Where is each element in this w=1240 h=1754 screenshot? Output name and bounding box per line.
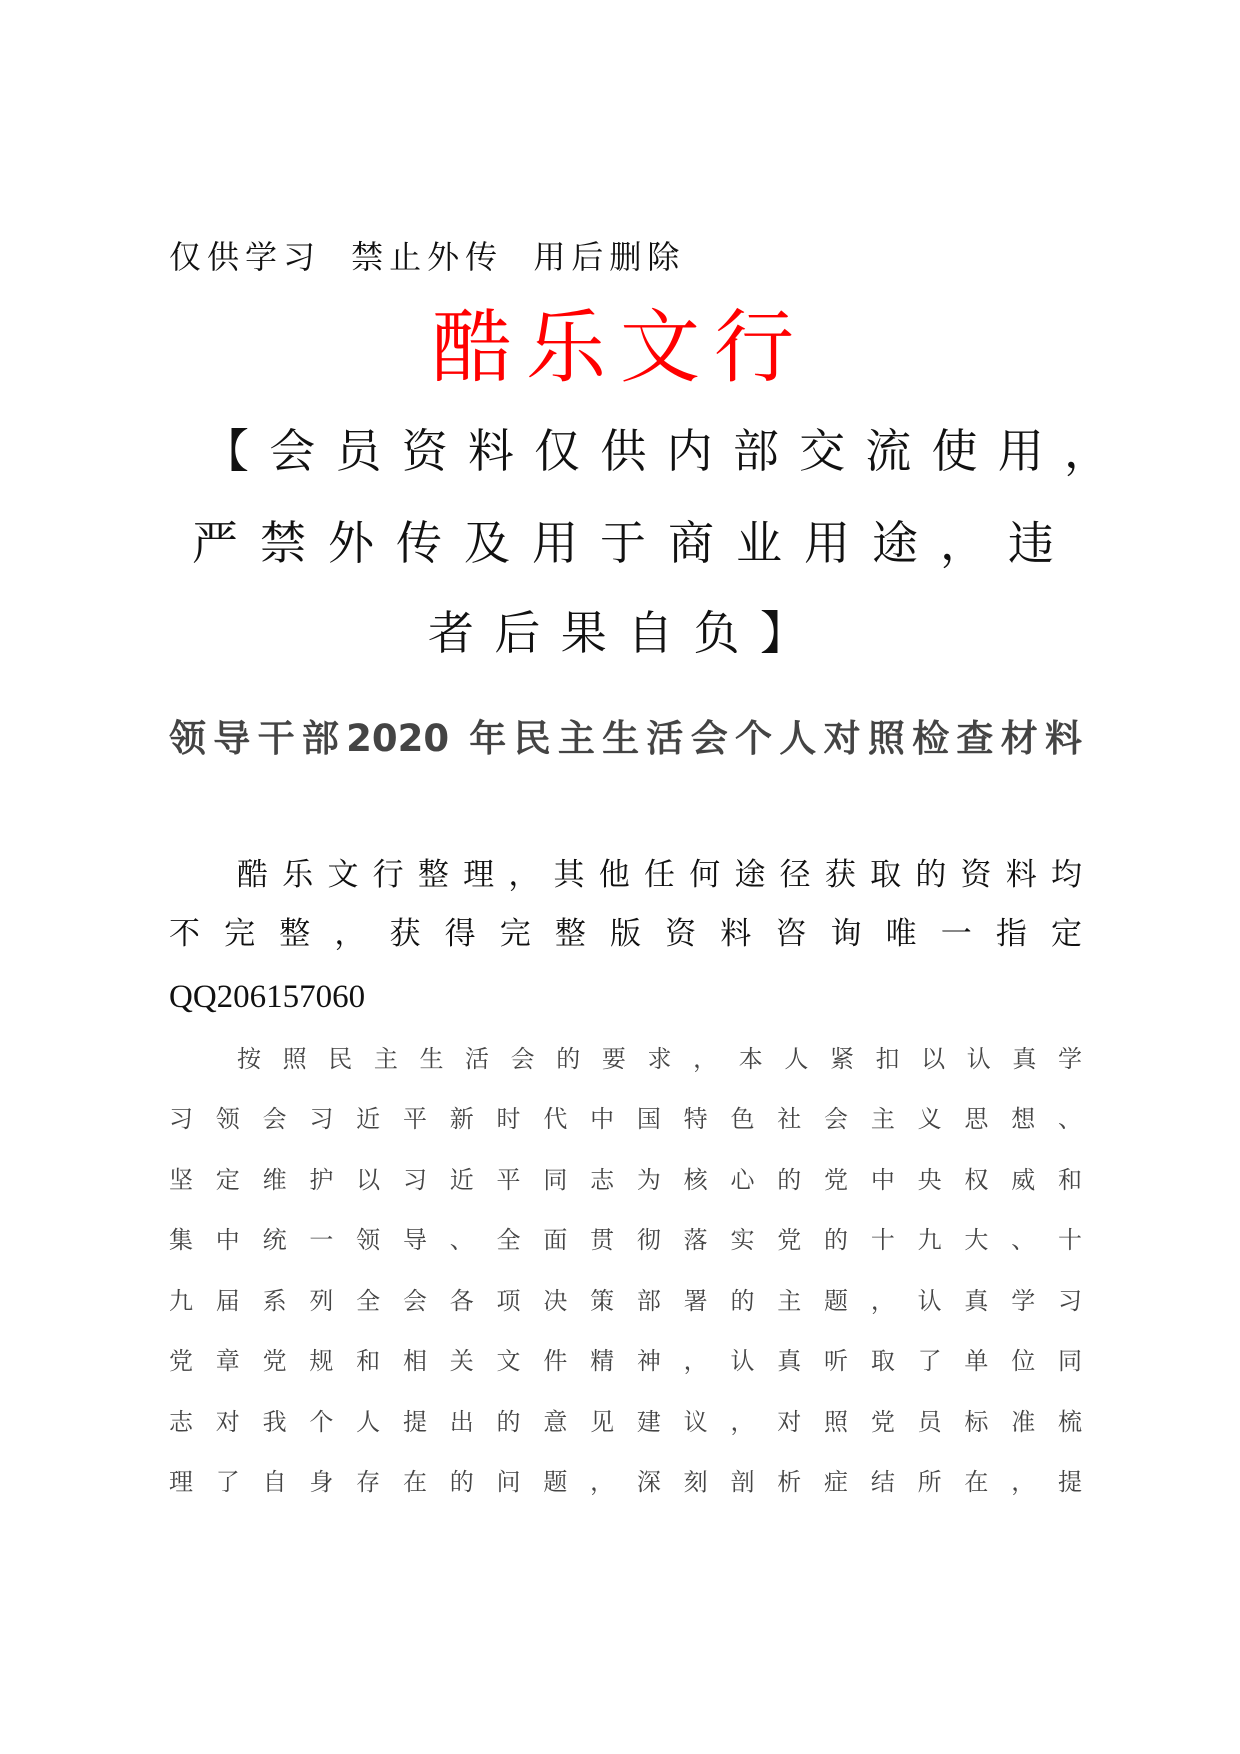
- body-line: 党章党规和相关文件精神，认真听取了单位同: [169, 1347, 1082, 1375]
- warning-line: 者后果自负】: [428, 606, 806, 660]
- usage-notice: 仅供学习 禁止外传 用后删除: [169, 238, 686, 276]
- document-title: 领导干部2020 年民主生活会个人对照检查材料: [169, 717, 1082, 760]
- warning-line: 【会员资料仅供内部交流使用，: [203, 424, 1110, 478]
- body-line: 按照民主生活会的要求，本人紧扣以认真学: [237, 1045, 1082, 1073]
- intro-line: 不完整，获得完整版资料咨询唯一指定: [169, 916, 1082, 952]
- brand-title: 酷乐文行: [432, 301, 808, 394]
- body-line: 坚定维护以习近平同志为核心的党中央权威和: [169, 1166, 1082, 1194]
- body-line: 集中统一领导、全面贯彻落实党的十九大、十: [169, 1226, 1082, 1254]
- body-line: 理了自身存在的问题，深刻剖析症结所在，提: [169, 1468, 1082, 1496]
- intro-contact: QQ206157060: [169, 979, 366, 1015]
- intro-line: 酷乐文行整理，其他任何途径获取的资料均: [237, 857, 1082, 893]
- body-line: 志对我个人提出的意见建议，对照党员标准梳: [169, 1408, 1082, 1436]
- warning-line: 严禁外传及用于商业用途，违: [192, 516, 1054, 570]
- body-line: 九届系列全会各项决策部署的主题，认真学习: [169, 1287, 1082, 1315]
- body-line: 习领会习近平新时代中国特色社会主义思想、: [169, 1105, 1082, 1133]
